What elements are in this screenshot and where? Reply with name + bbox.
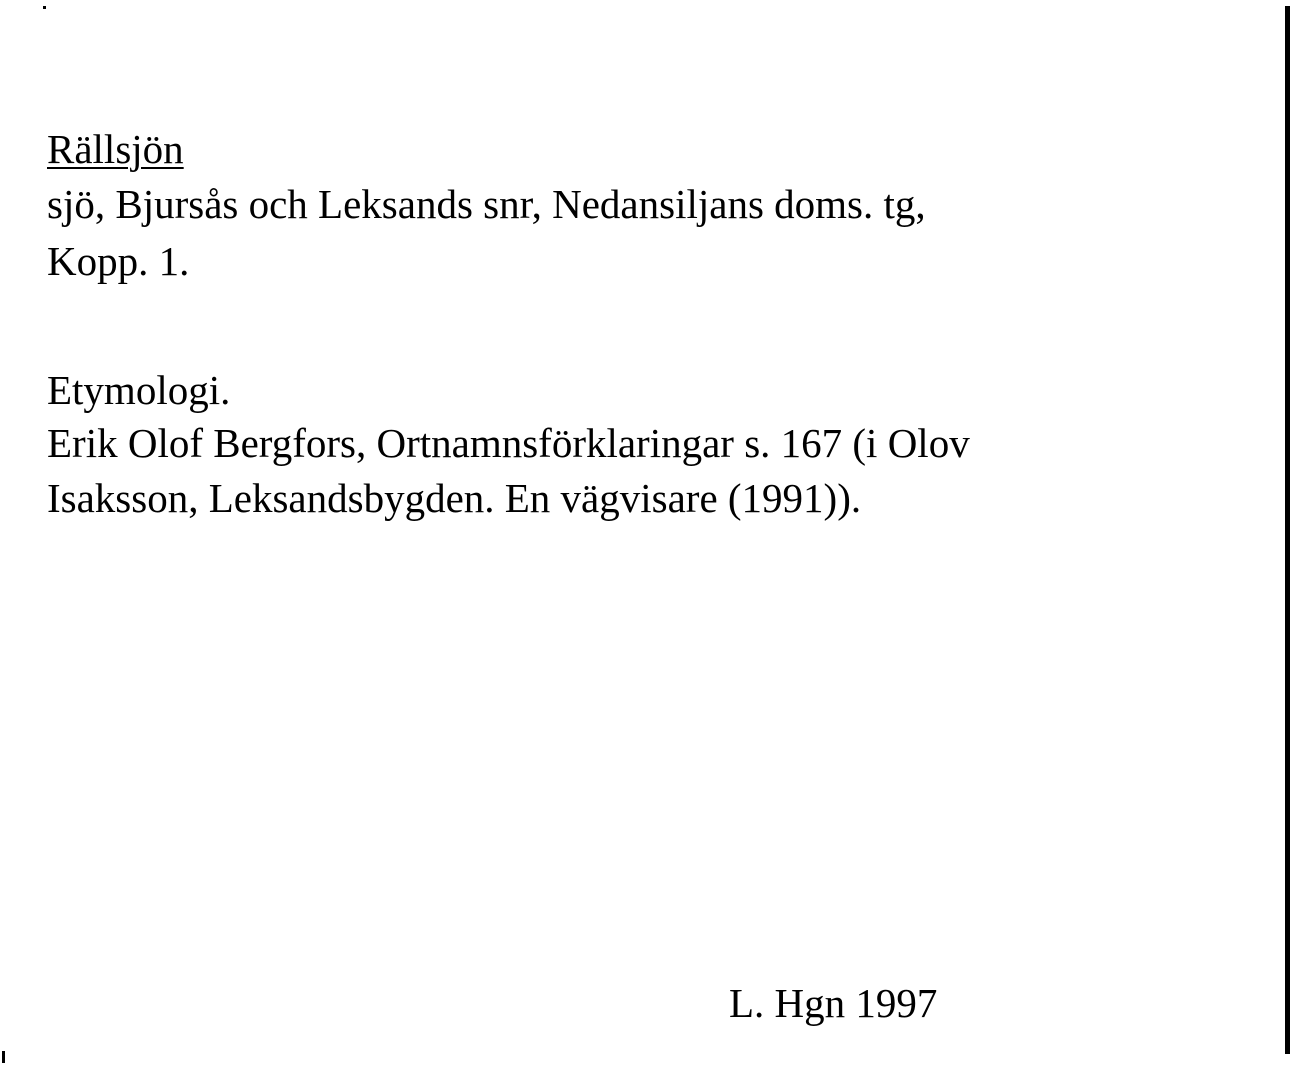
etymology-heading: Etymologi. bbox=[47, 367, 231, 413]
scan-speck bbox=[43, 6, 46, 9]
description-line: sjö, Bjursås och Leksands snr, Nedansiljans doms. tg, bbox=[47, 181, 926, 227]
etymology-reference-line: Isaksson, Leksandsbygden. En vägvisare (1991)). bbox=[47, 475, 862, 521]
scan-speck bbox=[2, 1051, 5, 1063]
signature: L. Hgn 1997 bbox=[729, 980, 938, 1026]
headword: Rällsjön bbox=[47, 126, 184, 172]
etymology-reference-line: Erik Olof Bergfors, Ortnamnsförklaringar s. 167 (i Olov bbox=[47, 420, 970, 466]
card-edge-border bbox=[1285, 6, 1290, 1054]
description-line: Kopp. 1. bbox=[47, 238, 190, 284]
